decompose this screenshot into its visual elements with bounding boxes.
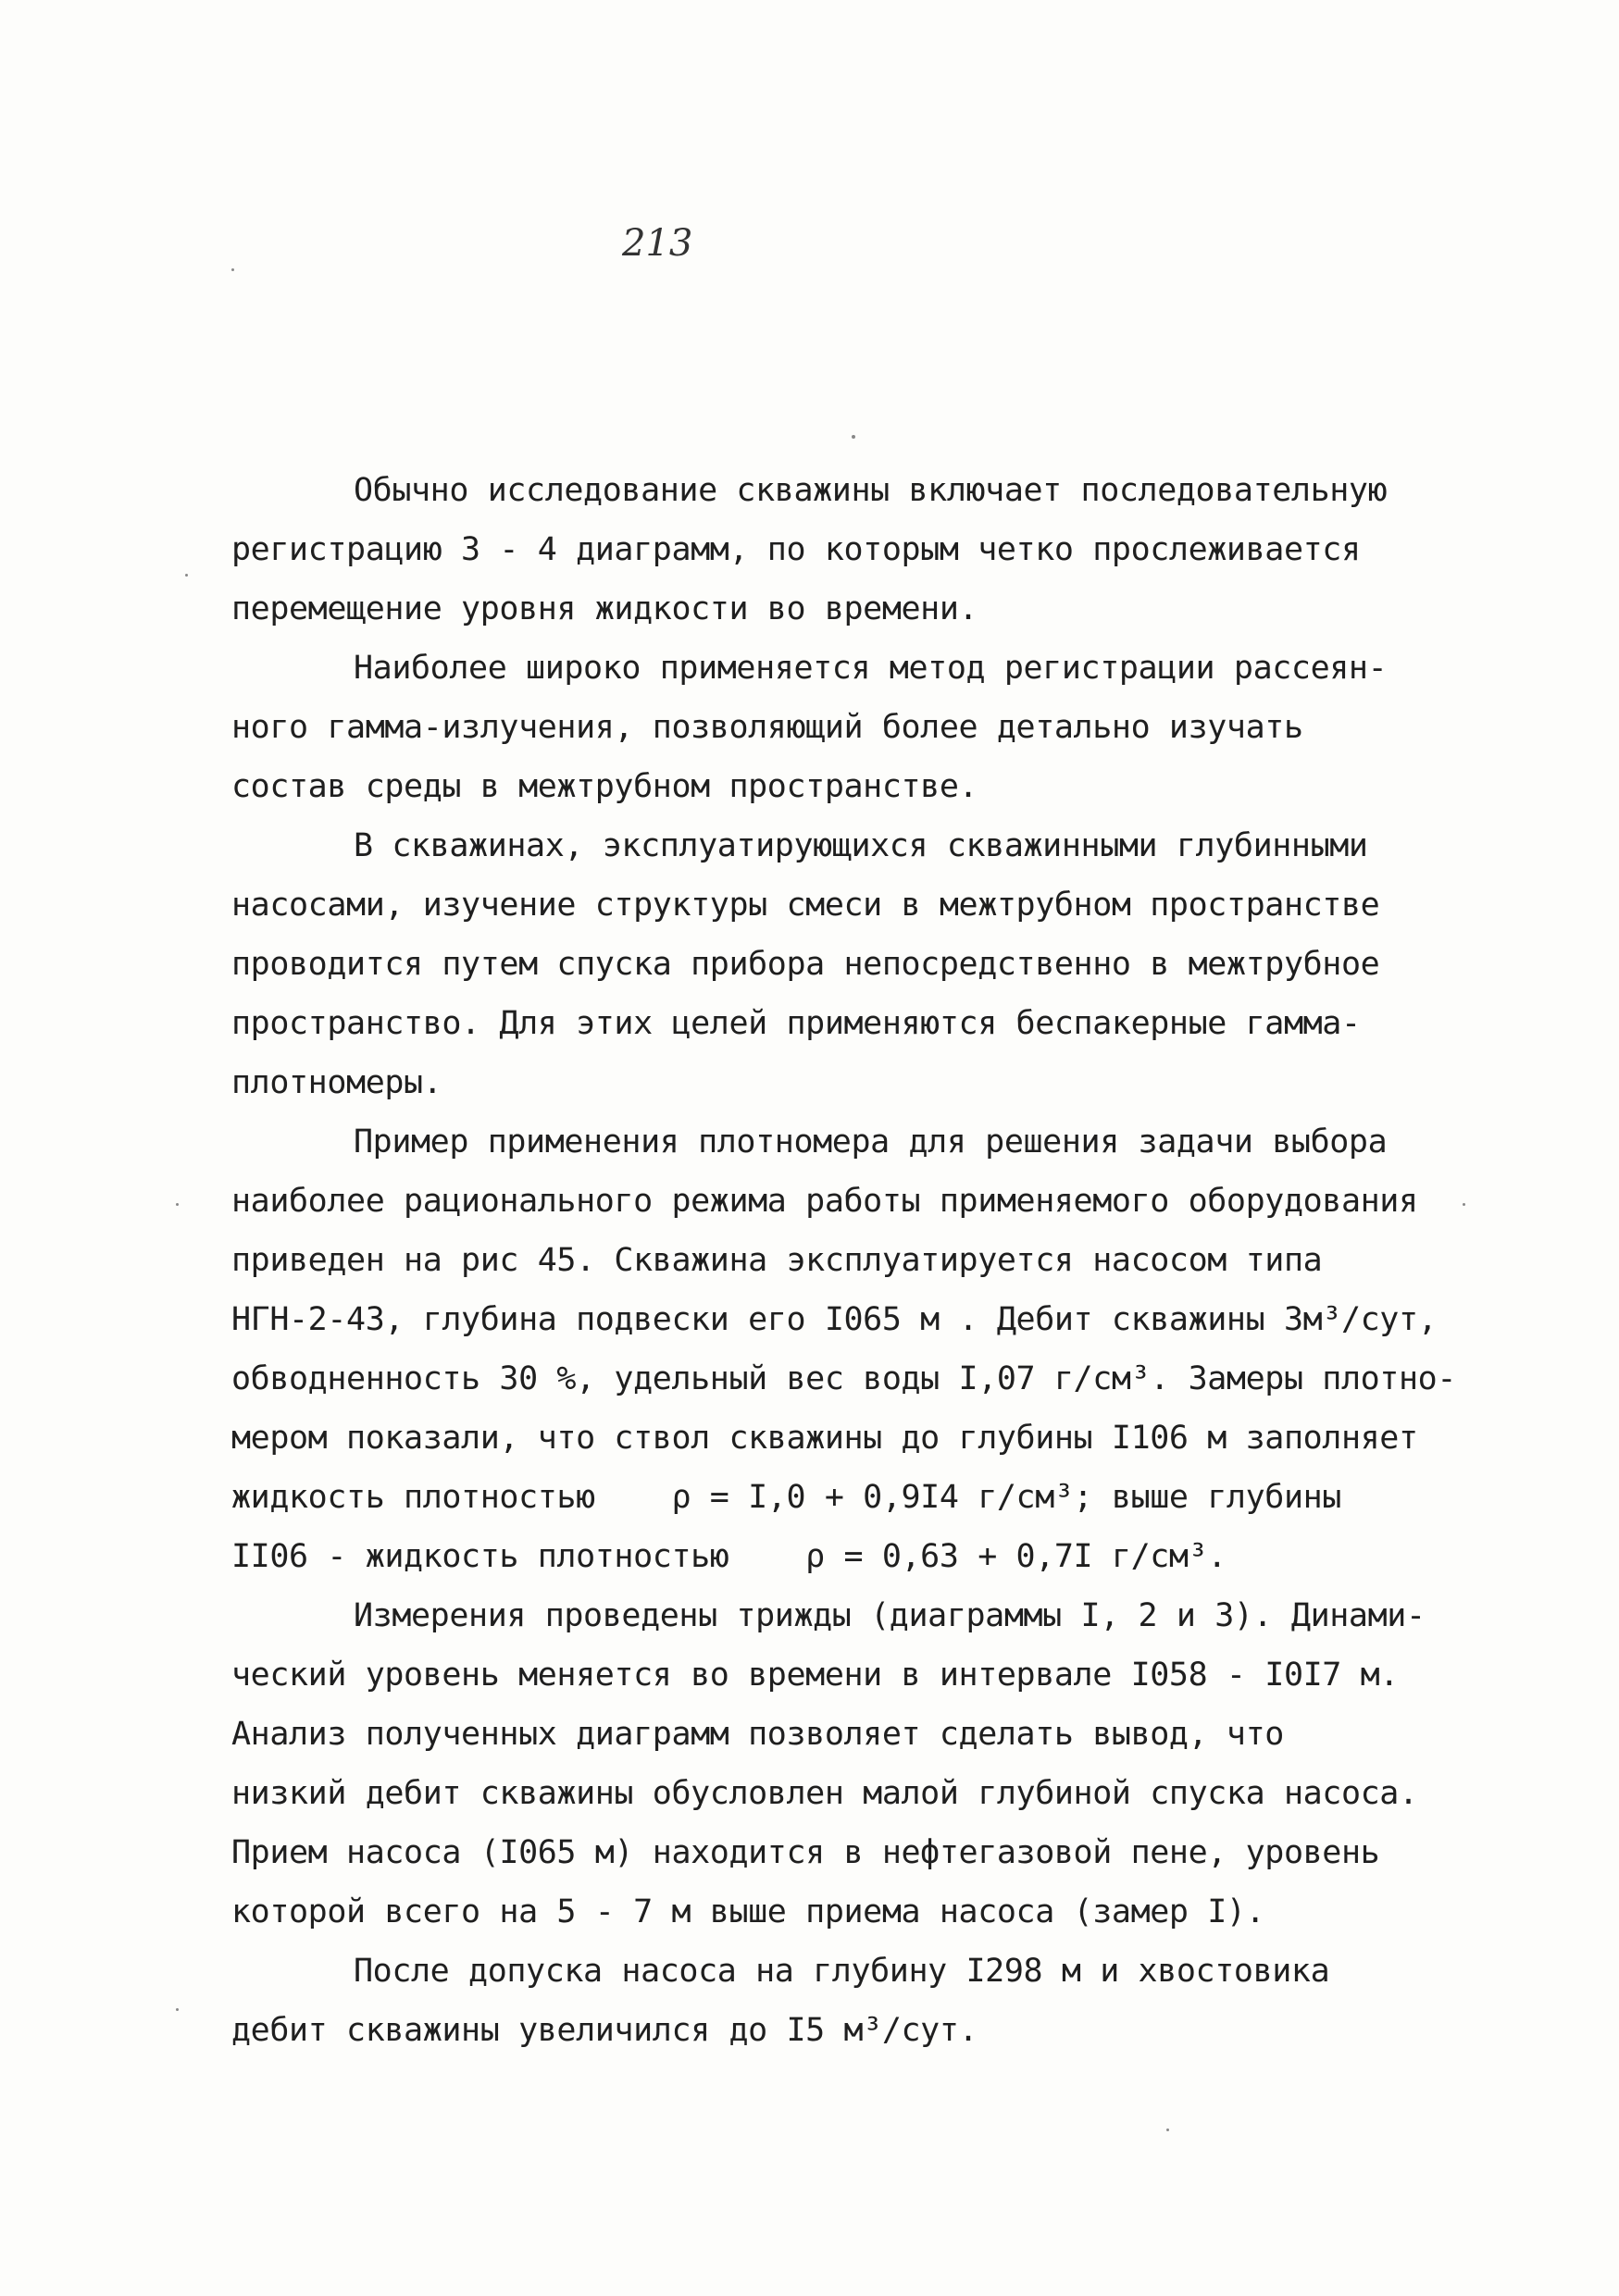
text-line: Наиболее широко применяется метод регистрации рассеян-: [354, 650, 1388, 687]
text-line: Обычно исследование скважины включает последовательную: [354, 472, 1388, 509]
text-line: приведен на рис 45. Скважина эксплуатируется насосом типа: [231, 1242, 1323, 1279]
text-line: которой всего на 5 - 7 м выше приема насоса (замер I).: [231, 1893, 1265, 1930]
scan-speck: [176, 2008, 179, 2011]
text-line: жидкость плотностью ρ = I,0 + 0,9I4 г/см³; выше глубины: [231, 1479, 1341, 1516]
text-line: ного гамма-излучения, позволяющий более детально изучать: [231, 709, 1303, 746]
text-line: Анализ полученных диаграмм позволяет сделать вывод, что: [231, 1716, 1284, 1753]
text-line: состав среды в межтрубном пространстве.: [231, 768, 978, 805]
text-line: Пример применения плотномера для решения задачи выбора: [354, 1123, 1388, 1160]
scan-speck: [231, 268, 234, 271]
text-line: насосами, изучение структуры смеси в межтрубном пространстве: [231, 887, 1380, 924]
text-line: мером показали, что ствол скважины до глубины I106 м заполняет: [231, 1420, 1418, 1457]
scan-speck: [1166, 2128, 1169, 2131]
text-line: наиболее рационального режима работы применяемого оборудования: [231, 1183, 1418, 1220]
scan-speck: [1463, 1203, 1465, 1206]
text-line: ческий уровень меняется во времени в интервале I058 - I0I7 м.: [231, 1657, 1399, 1694]
text-line: низкий дебит скважины обусловлен малой глубиной спуска насоса.: [231, 1775, 1418, 1812]
text-line: пространство. Для этих целей применяются беспакерные гамма-: [231, 1005, 1361, 1042]
text-line: плотномеры.: [231, 1064, 442, 1101]
text-line: регистрацию 3 - 4 диаграмм, по которым четко прослеживается: [231, 531, 1361, 568]
text-line: перемещение уровня жидкости во времени.: [231, 590, 978, 627]
text-line: II06 - жидкость плотностью ρ = 0,63 + 0,7I г/см³.: [231, 1538, 1227, 1575]
text-line: После допуска насоса на глубину I298 м и хвостовика: [354, 1953, 1330, 1990]
scan-speck: [176, 1203, 179, 1206]
text-line: В скважинах, эксплуатирующихся скважинными глубинными: [354, 827, 1368, 864]
text-line: НГН-2-43, глубина подвески его I065 м . Дебит скважины 3м³/сут,: [231, 1301, 1438, 1338]
scan-speck: [852, 435, 855, 439]
text-line: обводненность 30 %, удельный вес воды I,07 г/см³. Замеры плотно-: [231, 1360, 1456, 1397]
page-number: 213: [622, 222, 693, 265]
scan-speck: [185, 574, 188, 577]
body-text: [231, 461, 1463, 2060]
text-line: дебит скважины увеличился до I5 м³/сут.: [231, 2012, 978, 2049]
text-line: Измерения проведены трижды (диаграммы I, 2 и 3). Динами-: [354, 1597, 1426, 1634]
text-line: Прием насоса (I065 м) находится в нефтегазовой пене, уровень: [231, 1834, 1380, 1871]
text-line: проводится путем спуска прибора непосредственно в межтрубное: [231, 946, 1380, 983]
